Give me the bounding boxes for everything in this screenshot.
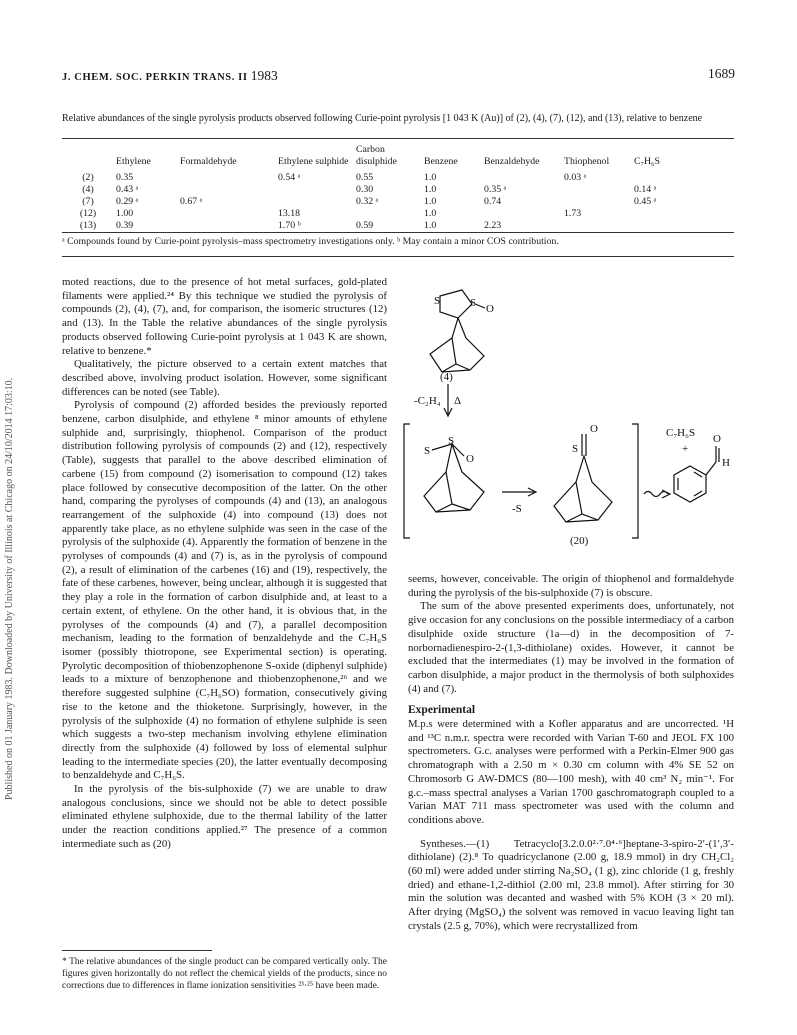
table-cell	[564, 220, 634, 232]
table-cell	[278, 196, 356, 208]
atom-s: S	[470, 297, 477, 309]
table-cell: 0.74	[484, 196, 502, 207]
table-cell	[484, 172, 564, 184]
table-cell	[634, 220, 734, 232]
arrow-right	[502, 488, 536, 496]
table-cell: (4)	[82, 184, 94, 195]
wavy-arrow	[644, 490, 670, 498]
label-4: (4)	[440, 371, 453, 383]
footnote-rule	[62, 256, 734, 257]
table-cell	[564, 196, 634, 208]
table-cell: 0.55	[356, 172, 374, 183]
table-cell	[180, 184, 278, 196]
table-cell: 1.0	[424, 196, 437, 207]
reaction-scheme	[400, 276, 740, 566]
paragraph: In the pyrolysis of the bis-sulphoxide (7) we are unable to draw analogous conclusions, since we should not be able to detect possible eliminated ethylene sulphoxide, due to the thermal lability of the latter under the reaction conditions applied.²⁷ The presence of a common intermediate such as (20)	[62, 783, 387, 850]
table-cell: 0.43 ᵃ	[116, 184, 139, 195]
table-cell: 13.18	[278, 208, 301, 219]
table-header-cell: Thiophenol	[564, 156, 610, 167]
atom-h: H	[722, 457, 730, 469]
s-o-bond	[475, 304, 485, 308]
product-c7h6s: C₇H₆S	[666, 427, 696, 439]
table-row	[62, 172, 734, 184]
table-header-cell: Carbon disulphide	[356, 144, 397, 167]
table-cell: 0.30	[356, 184, 374, 195]
table-row	[62, 196, 734, 208]
table-cell	[356, 208, 424, 220]
table-cell: 1.73	[564, 208, 582, 219]
benzene-ring	[674, 466, 706, 502]
table-cell: (7)	[82, 196, 94, 207]
table-header-cell: Benzene	[424, 156, 458, 167]
table-top-rule	[62, 138, 734, 139]
header-year: 1983	[250, 68, 278, 83]
atom-s: S	[448, 435, 455, 447]
paragraph: Syntheses.—(1) Tetracyclo[3.2.0.0²·⁷.0⁴·⁶]heptane-3-spiro-2′-(1′,3′-dithiolane) (2).⁸ To quadricyclanone (2.00 g, 18.9 mmol) in dry CH₂Cl₂ (60 ml) were added under stirring Na₂SO₄ (1 g), zinc chloride (1 g, freshly dried) and ethane-1,2-dithiol (2.00 ml, 23.8 mmol). After stirring for 30 min the solution was decanted and washed with 5% KOH (3 × 20 ml). After drying (MgSO₄) the solvent was removed in vacuo leaving light tan crystals (2.5 g, 70%), which were recrystallized from	[408, 837, 734, 932]
table-cell	[634, 172, 734, 184]
table-header-cell: Ethylene sulphide	[278, 156, 349, 167]
arrow-down	[444, 384, 452, 416]
table-cell: 1.0	[424, 184, 437, 195]
table-cell: 0.35	[116, 172, 134, 183]
delta-symbol: Δ	[454, 395, 462, 407]
atom-o: O	[713, 433, 721, 445]
table-cell: (12)	[79, 208, 97, 219]
table-footnote: ᵃ Compounds found by Curie-point pyrolysis–mass spectrometry investigations only. ᵇ May contain a minor COS contribution.	[62, 236, 559, 247]
table-cell	[180, 220, 278, 232]
table-cell	[180, 172, 278, 184]
paragraph: Pyrolysis of compound (2) afforded besides the previously reported benzene, carbon disulphide, and ethylene ⁸ minor amounts of ethylene sulphide and, surprisingly, thiophenol. Comparison of the product distribution following pyrolysis of compounds (2) and (12), respectively (Table), suggests that parallel to the above described elimination of carbene (15) from compound (2) isomerisation to compound (12) takes place followed by consecutive decomposition of the latter. On the other hand, comparing the pyrolyses of compounds (4) and (13), an analogous rearrangement of the sulphoxide (4) into compound (13) does not apparently take place, as no ethylene sulphide was seen in the case of the pyrolysis of the sulphoxide (4). Apparently the formation of benzene in the pyrolyses of compounds (4) and (7) is, as in the pyrolysis of compound (2), a result of elimination of the carbenes (16) and (19), respectively, the fate of these carbenes, however, being unclear, although it is suggested that they play a role in the formation of carbon disulphide and, at least to a certain extent, of ethylene. On the other hand, it is obvious that, in the pyrolyses of the compounds (4) and (7), a parallel decomposition mechanism, leading to the formation of benzaldehyde and the C₇H₆S isomer (possibly thiotropone, see Experimental section) is operating. Pyrolytic decomposition of thiobenzophenone S-oxide (diphenyl sulphide) leads to a mixture of benzophenone and thiobenzophenone,²⁶ and we therefore suggested sulphine (C₇H₆SO) formation, consecutively giving rise to the ketone and the thioketone. Surprisingly, however, in the pyrolysis of the sulphoxide (4) no formation of ethylene sulphide is seen which suggests a two-step mechanism involving ethylene elimination directly from the sulphoxide (4) followed by loss of elemental sulphur leading to the intermediate species (20), the latter eventually decomposing to benzaldehyde and C₇H₆S.	[62, 399, 387, 782]
table-cell: 0.14 ᵃ	[634, 184, 657, 195]
table-cell: 0.54 ᵃ	[278, 172, 301, 183]
bracket-right	[632, 424, 638, 538]
left-column	[62, 276, 387, 852]
s-o-double-bond	[582, 434, 586, 456]
table-cell: (13)	[79, 220, 97, 231]
abundance-table	[62, 144, 734, 232]
star-footnote: * The relative abundances of the single product can be compared vertically only. The figures given horizontally do not reflect the chemical yields of the products, since no corrections due to differences in flame ionization sensitivities ²³·²⁵ have been made.	[62, 950, 387, 992]
atom-o: O	[590, 423, 598, 435]
table-header-cell: C₇H₆S	[634, 156, 660, 167]
table-cell: 0.67 ᵃ	[180, 196, 203, 207]
journal-header: J. CHEM. SOC. PERKIN TRANS. II 1983	[62, 68, 278, 83]
dithiolane-ring	[440, 290, 472, 318]
benzene-double-bonds	[678, 472, 702, 496]
table-cell: 0.32 ᵃ	[356, 196, 379, 207]
table-cell: 1.00	[116, 208, 134, 219]
cage-structure-20	[554, 456, 612, 522]
paragraph: moted reactions, due to the presence of hot metal surfaces, gold-plated filaments were applied.²⁴ By this technique we studied the pyrolysis of compounds (2), (4), (7), and, for comparison, the isomeric structures (12) and (13). In the Table the relative abundances of the single pyrolysis products observed following Curie-point pyrolysis at 1 043 K are shown, relative to benzene.*	[62, 276, 387, 357]
paragraph: M.p.s were determined with a Kofler apparatus and are uncorrected. ¹H and ¹³C n.m.r. spectra were recorded with Varian T-60 and JEOL FX 100 spectrometers. G.c. analyses were performed with a Perkin-Elmer 900 gas chromatograph with a 2.50 m × 0.30 cm column with 4% SE 52 on Chromosorb G AW-DMCS (80—100 mesh), with 40 cm³ N₂ min⁻¹. For g.c.–mass spectral analyses a Varian 1700 gaschromatograph coupled to a Varian MAT 711 mass spectrometer was used with the column and conditions above.	[408, 718, 734, 826]
atom-s: S	[424, 445, 431, 457]
table-cell: 1.70 ᵇ	[278, 220, 301, 231]
plus-sign: +	[682, 443, 689, 455]
table-bottom-rule	[62, 232, 734, 233]
table-header-cell: Ethylene	[116, 156, 151, 167]
table-cell: 2.23	[484, 220, 502, 231]
cage-structure-left	[424, 444, 484, 512]
atom-o: O	[466, 453, 474, 465]
table-cell	[634, 208, 734, 220]
label-20: (20)	[570, 535, 589, 547]
table-cell	[484, 208, 564, 220]
table-cell: 1.0	[424, 220, 437, 231]
table-header-cell	[62, 144, 116, 172]
table-cell: 0.59	[356, 220, 374, 231]
table-cell: 0.35 ᵃ	[484, 184, 507, 195]
table-cell: 0.45 ᵃ	[634, 196, 657, 207]
footnote-divider	[62, 950, 212, 951]
table-cell	[564, 184, 634, 196]
section-heading: Experimental	[408, 704, 476, 717]
paragraph: seems, however, conceivable. The origin of thiophenol and formaldehyde during the pyrolysis of the bis-sulphoxide (7) is obscure.	[408, 573, 734, 599]
table-cell	[278, 184, 356, 196]
table-row	[62, 208, 734, 220]
page-number: 1689	[708, 66, 735, 81]
paragraph: Qualitatively, the picture observed to a certain extent matches that described above, involving product isolation. However, some significant differences can be noted (see Table).	[62, 358, 387, 398]
table-caption: Relative abundances of the single pyrolysis products observed following Curie-point pyrolysis [1 043 K (Au)] of (2), (4), (7), (12), and (13), relative to benzene	[62, 113, 703, 124]
table-cell: (2)	[82, 172, 94, 183]
table-row	[62, 184, 734, 196]
table-cell: 1.0	[424, 172, 437, 183]
download-notice: Published on 01 January 1983. Downloaded by University of Illinois at Chicago on 24/10/2014 17:03:10.	[4, 377, 15, 800]
table-cell	[180, 208, 278, 220]
cage-structure-4	[430, 318, 484, 372]
table-header-cell: Formaldehyde	[180, 156, 237, 167]
atom-s: S	[572, 443, 579, 455]
atom-s: S	[434, 295, 441, 307]
atom-o: O	[486, 303, 494, 315]
bracket-left	[404, 424, 410, 538]
table-header-row	[62, 144, 734, 172]
table-row	[62, 220, 734, 232]
table-cell: 0.39	[116, 220, 134, 231]
arrow-label: -C₂H₄	[414, 395, 441, 407]
table-header-cell: Benzaldehyde	[484, 156, 540, 167]
paragraph: The sum of the above presented experiments does, unfortunately, not give occasion for any conclusions on the possible intermediacy of a carbon disulphide oxide structure (1a—d) in the decomposition of 7-norbornadienespiro-2-(1,3-dithiolane) oxides. However, it cannot be excluded that the intermediates (1) may be involved in the formation of carbon disulphide, a major product in the thermolysis of both sulphoxides (4) and (7).	[408, 600, 734, 695]
table-cell: 1.0	[424, 208, 437, 219]
minus-s-label: -S	[512, 503, 522, 515]
aldehyde-group	[706, 446, 719, 475]
table-cell: 0.03 ᵃ	[564, 172, 587, 183]
table-cell: 0.29 ᵃ	[116, 196, 139, 207]
right-column	[408, 573, 734, 934]
